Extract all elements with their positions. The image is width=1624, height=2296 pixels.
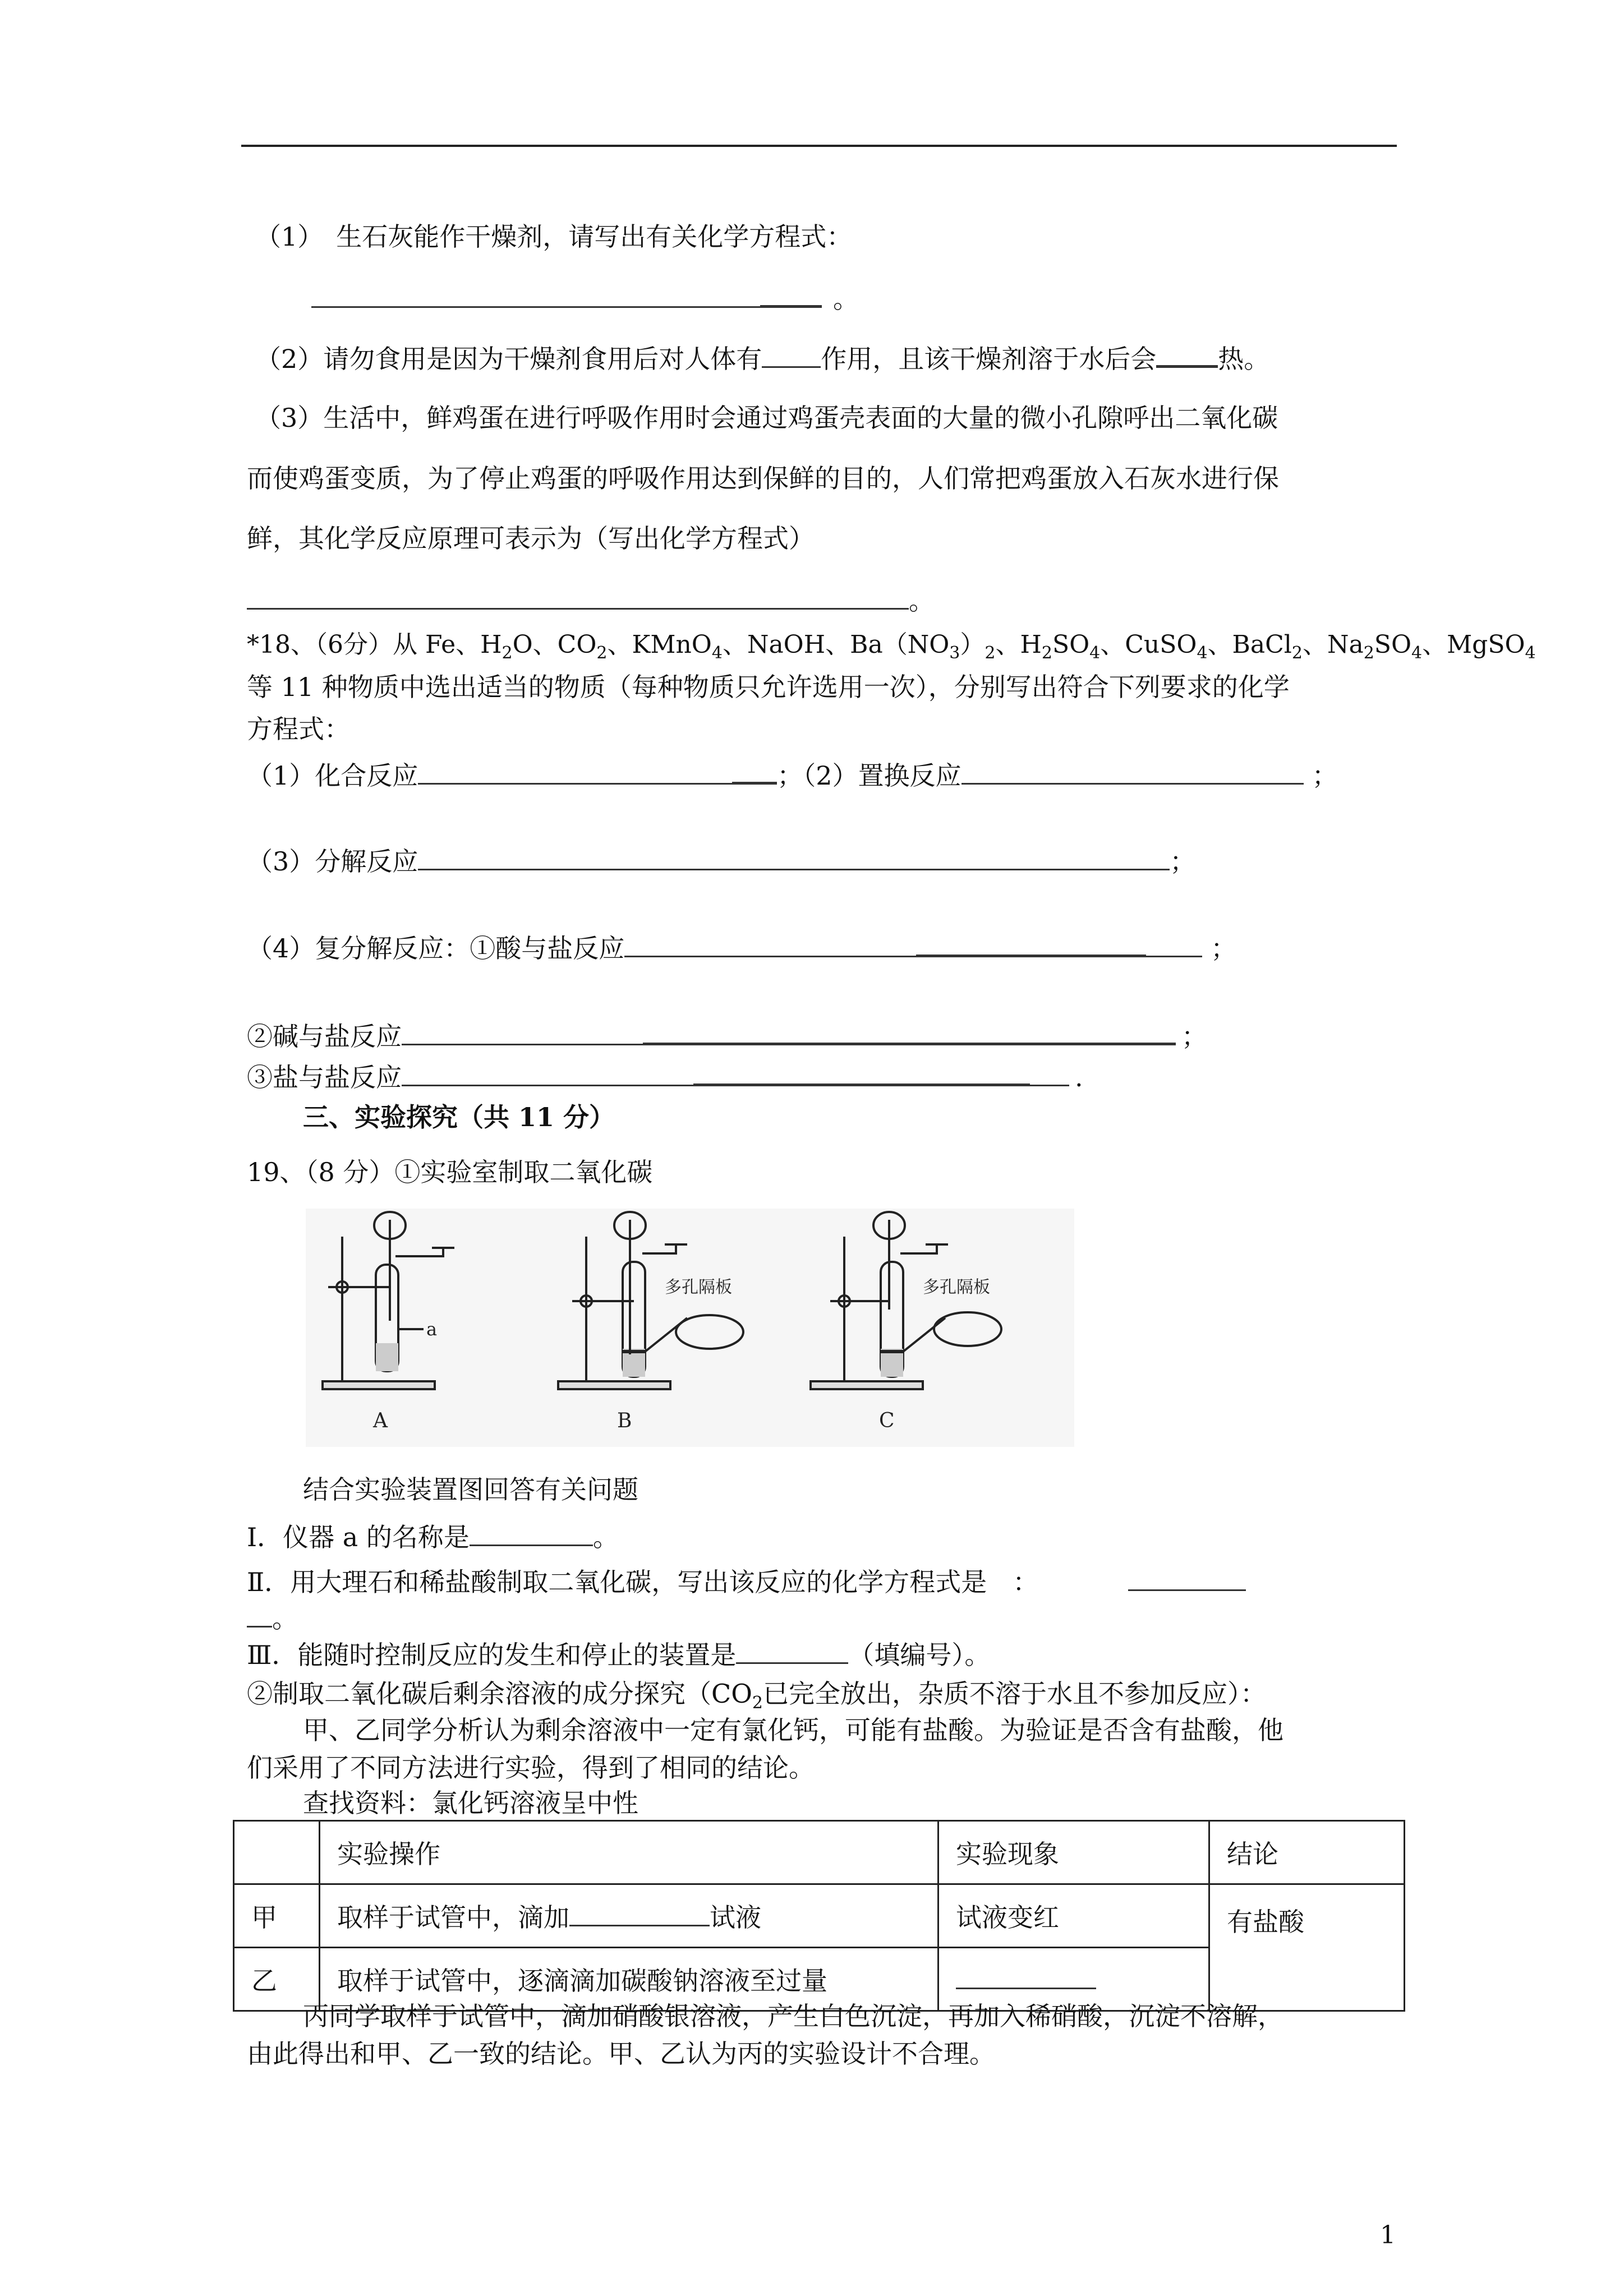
figure-caption: 结合实验装置图回答有关问题 xyxy=(303,1474,638,1505)
q17-part3-line1: （3）生活中，鲜鸡蛋在进行呼吸作用时会通过鸡蛋壳表面的大量的微小孔隙呼出二氧化碳 xyxy=(255,403,1278,433)
header-cell-operation: 实验操作 xyxy=(320,1821,938,1884)
q18-reaction-6: ③盐与盐反应 . xyxy=(247,1059,1083,1094)
q19-item-3: Ⅲ．能随时控制反应的发生和停止的装置是 （填编号）。 xyxy=(247,1638,990,1672)
q19-final-para-line1: 丙同学取样于试管中，滴加硝酸银溶液，产生白色沉淀，再加入稀硝酸，沉淀不溶解， xyxy=(303,2001,1283,2031)
conclusion-cell: 有盐酸 xyxy=(1209,1884,1405,2011)
q19-heading: 19、（8 分）①实验室制取二氧化碳 xyxy=(247,1157,653,1187)
q19-part2-para-line1: 甲、乙同学分析认为剩余溶液中一定有氯化钙，可能有盐酸。为验证是否含有盐酸，他 xyxy=(303,1715,1283,1745)
header-rule xyxy=(241,145,1397,147)
q18-reaction-5: ②碱与盐反应 ； xyxy=(247,1018,1207,1053)
header-cell-empty xyxy=(234,1821,320,1884)
header-cell-phenomenon: 实验现象 xyxy=(938,1821,1209,1884)
q17-part1-answer-line: 。 xyxy=(311,280,859,316)
label-perforated-plate-c: 多孔隔板 xyxy=(923,1278,990,1297)
q18-intro-line2: 等 11 种物质中选出适当的物质（每种物质只允许选用一次），分别写出符合下列要求的化学 xyxy=(247,672,1290,702)
label-C: C xyxy=(879,1409,895,1432)
table-header-row xyxy=(234,1821,1405,1884)
row-jia-phenomenon: 试液变红 xyxy=(938,1884,1209,1948)
q18-intro-line3: 方程式： xyxy=(247,714,350,744)
q19-part2-heading: ②制取二氧化碳后剩余溶液的成分探究（$CO_2$已完全放出，杂质不溶于水且不参加反应）： xyxy=(247,1679,1267,1713)
q17-part2: （2）请勿食用是因为干燥剂食用后对人体有 作用，且该干燥剂溶于水后会 热。 xyxy=(255,340,1269,376)
label-A: A xyxy=(373,1409,388,1432)
q19-final-para-line2: 由此得出和甲、乙一致的结论。甲、乙认为丙的实验设计不合理。 xyxy=(247,2039,995,2069)
q19-item-2-cont: 。 xyxy=(247,1601,298,1635)
label-B: B xyxy=(617,1409,632,1432)
label-a: a xyxy=(426,1318,438,1340)
table-row xyxy=(234,1884,1405,1948)
header-cell-conclusion: 结论 xyxy=(1209,1821,1405,1884)
co2-apparatus-figure xyxy=(306,1209,1074,1447)
q19-item-2: Ⅱ．用大理石和稀盐酸制取二氧化碳，写出该反应的化学方程式是 ： xyxy=(247,1565,1246,1599)
q17-part3-line2: 而使鸡蛋变质，为了停止鸡蛋的呼吸作用达到保鲜的目的，人们常把鸡蛋放入石灰水进行保 xyxy=(247,463,1279,494)
section-3-title: 三、实验探究（共 11 分） xyxy=(303,1102,615,1132)
q19-reference-note: 查找资料：氯化钙溶液呈中性 xyxy=(303,1788,638,1818)
q19-part2-para-line2: 们采用了不同方法进行实验，得到了相同的结论。 xyxy=(247,1753,815,1783)
row-label-jia: 甲 xyxy=(234,1884,320,1948)
q19-item-1: Ⅰ．仪器 a 的名称是 。 xyxy=(247,1520,619,1554)
page-number: 1 xyxy=(1380,2221,1396,2249)
q18-reaction-3: （3）分解反应 ； xyxy=(247,844,1195,878)
experiment-table xyxy=(233,1820,1405,2012)
row-jia-operation: 取样于试管中，滴加 试液 xyxy=(320,1884,938,1948)
row-label-yi: 乙 xyxy=(234,1948,320,2011)
q18-intro-line1: *18、（6分）从 Fe、$H_2O$、$CO_2$、KMnO$_4$、NaOH、$Ba(NO_3)_2$、$H_2SO_4$、CuSO$_4$、BaCl$_2$、$Na_2SO_4$、MgSO$_4$ xyxy=(247,630,1536,663)
q18-reaction-1-2: （1）化合反应 ；（2）置换反应 ； xyxy=(247,757,1338,792)
q17-part1: （1） 生石灰能作干燥剂，请写出有关化学方程式： xyxy=(255,222,853,252)
label-perforated-plate-b: 多孔隔板 xyxy=(665,1278,732,1297)
q18-reaction-4: （4）复分解反应：①酸与盐反应 ； xyxy=(247,930,1236,965)
row-yi-operation: 取样于试管中，逐滴滴加碳酸钠溶液至过量 xyxy=(320,1948,938,2011)
q17-part3-answer-line: 。 xyxy=(247,583,935,617)
q17-part3-line3: 鲜，其化学反应原理可表示为（写出化学方程式） xyxy=(247,523,815,554)
